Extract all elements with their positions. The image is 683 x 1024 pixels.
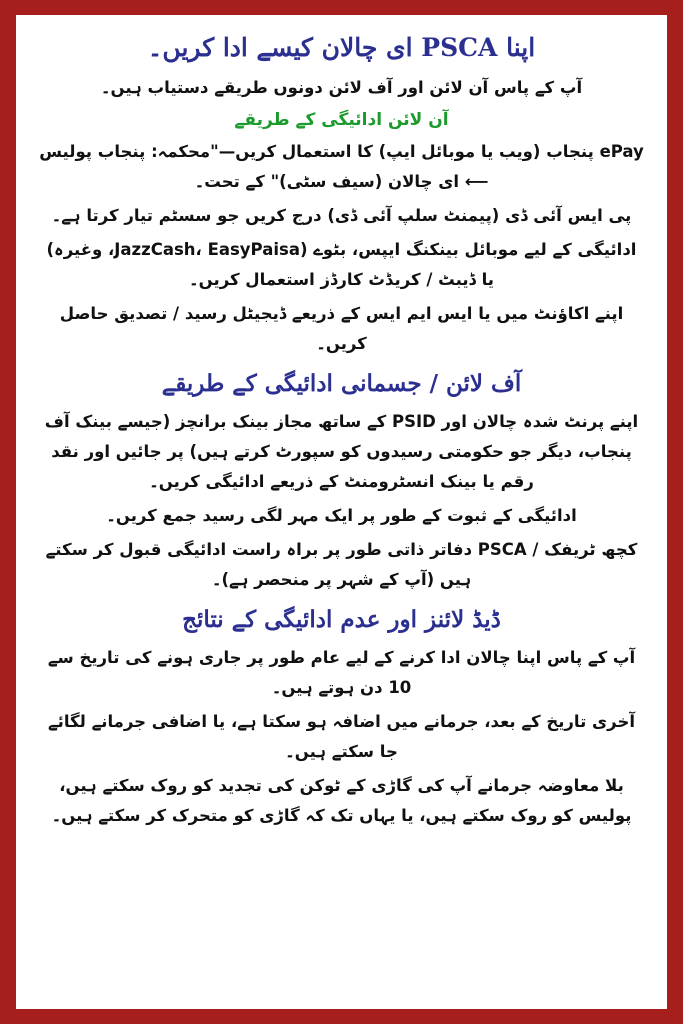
online-item-2: پی ایس آئی ڈی (پیمنٹ سلپ آئی ڈی) درج کریں جو سسٹم تیار کرتا ہے۔ <box>51 206 632 225</box>
online-heading: آن لائن ادائیگی کے طریقے <box>234 110 449 130</box>
offline-item-3: کچھ ٹریفک / PSCA دفاتر ذاتی طور پر براہ راست ادائیگی قبول کر سکتے ہیں (آپ کے شہر پر منحصر ہے)۔ <box>45 540 638 589</box>
offline-item-1: اپنے پرنٹ شدہ چالان اور PSID کے ساتھ مجاز بینک برانچز (جیسے بینک آف پنجاب، دیگر جو حکومتی رسیدوں کو سپورٹ کرتے ہیں) پر جائیں اور نقد رقم یا بینک انسٹرومنٹ کے ذریعے ادائیگی کریں۔ <box>44 412 639 491</box>
offline-heading: آف لائن / جسمانی ادائیگی کے طریقے <box>161 370 522 397</box>
intro-text: آپ کے پاس آن لائن اور آف لائن دونوں طریقے دستیاب ہیں۔ <box>100 78 583 97</box>
page-title: اپنا PSCA ای چالان کیسے ادا کریں۔ <box>147 33 536 62</box>
deadlines-item-3: بلا معاوضہ جرمانے آپ کی گاڑی کے ٹوکن کی تجدید کو روک سکتے ہیں، پولیس کو روک سکتے ہیں، یا یہاں تک کہ گاڑی کو متحرک کر سکتے ہیں۔ <box>51 776 632 825</box>
deadlines-heading: ڈیڈ لائنز اور عدم ادائیگی کے نتائج <box>182 606 501 633</box>
online-item-4: اپنے اکاؤنٹ میں یا ایس ایم ایس کے ذریعے ڈیجیٹل رسید / تصدیق حاصل کریں۔ <box>59 304 624 353</box>
document-frame <box>16 15 667 1009</box>
online-item-3: ادائیگی کے لیے موبائل بینکنگ ایپس، بٹوے (JazzCash، EasyPaisa، وغیرہ) یا ڈیبٹ / کریڈٹ کارڈز استعمال کریں۔ <box>46 240 637 289</box>
deadlines-item-2: آخری تاریخ کے بعد، جرمانے میں اضافہ ہو سکتا ہے، یا اضافی جرمانے لگائے جا سکتے ہیں۔ <box>48 712 635 761</box>
deadlines-item-1: آپ کے پاس اپنا چالان ادا کرنے کے لیے عام طور پر جاری ہونے کی تاریخ سے 10 دن ہوتے ہیں۔ <box>47 648 636 697</box>
offline-item-2: ادائیگی کے ثبوت کے طور پر ایک مہر لگی رسید جمع کریں۔ <box>106 506 577 525</box>
online-item-1: ePay پنجاب (ویب یا موبائل ایپ) کا استعمال کریں—"محکمہ: پنجاب پولیس ⟵ ای چالان (سیف سٹی)" کے تحت۔ <box>39 142 644 191</box>
